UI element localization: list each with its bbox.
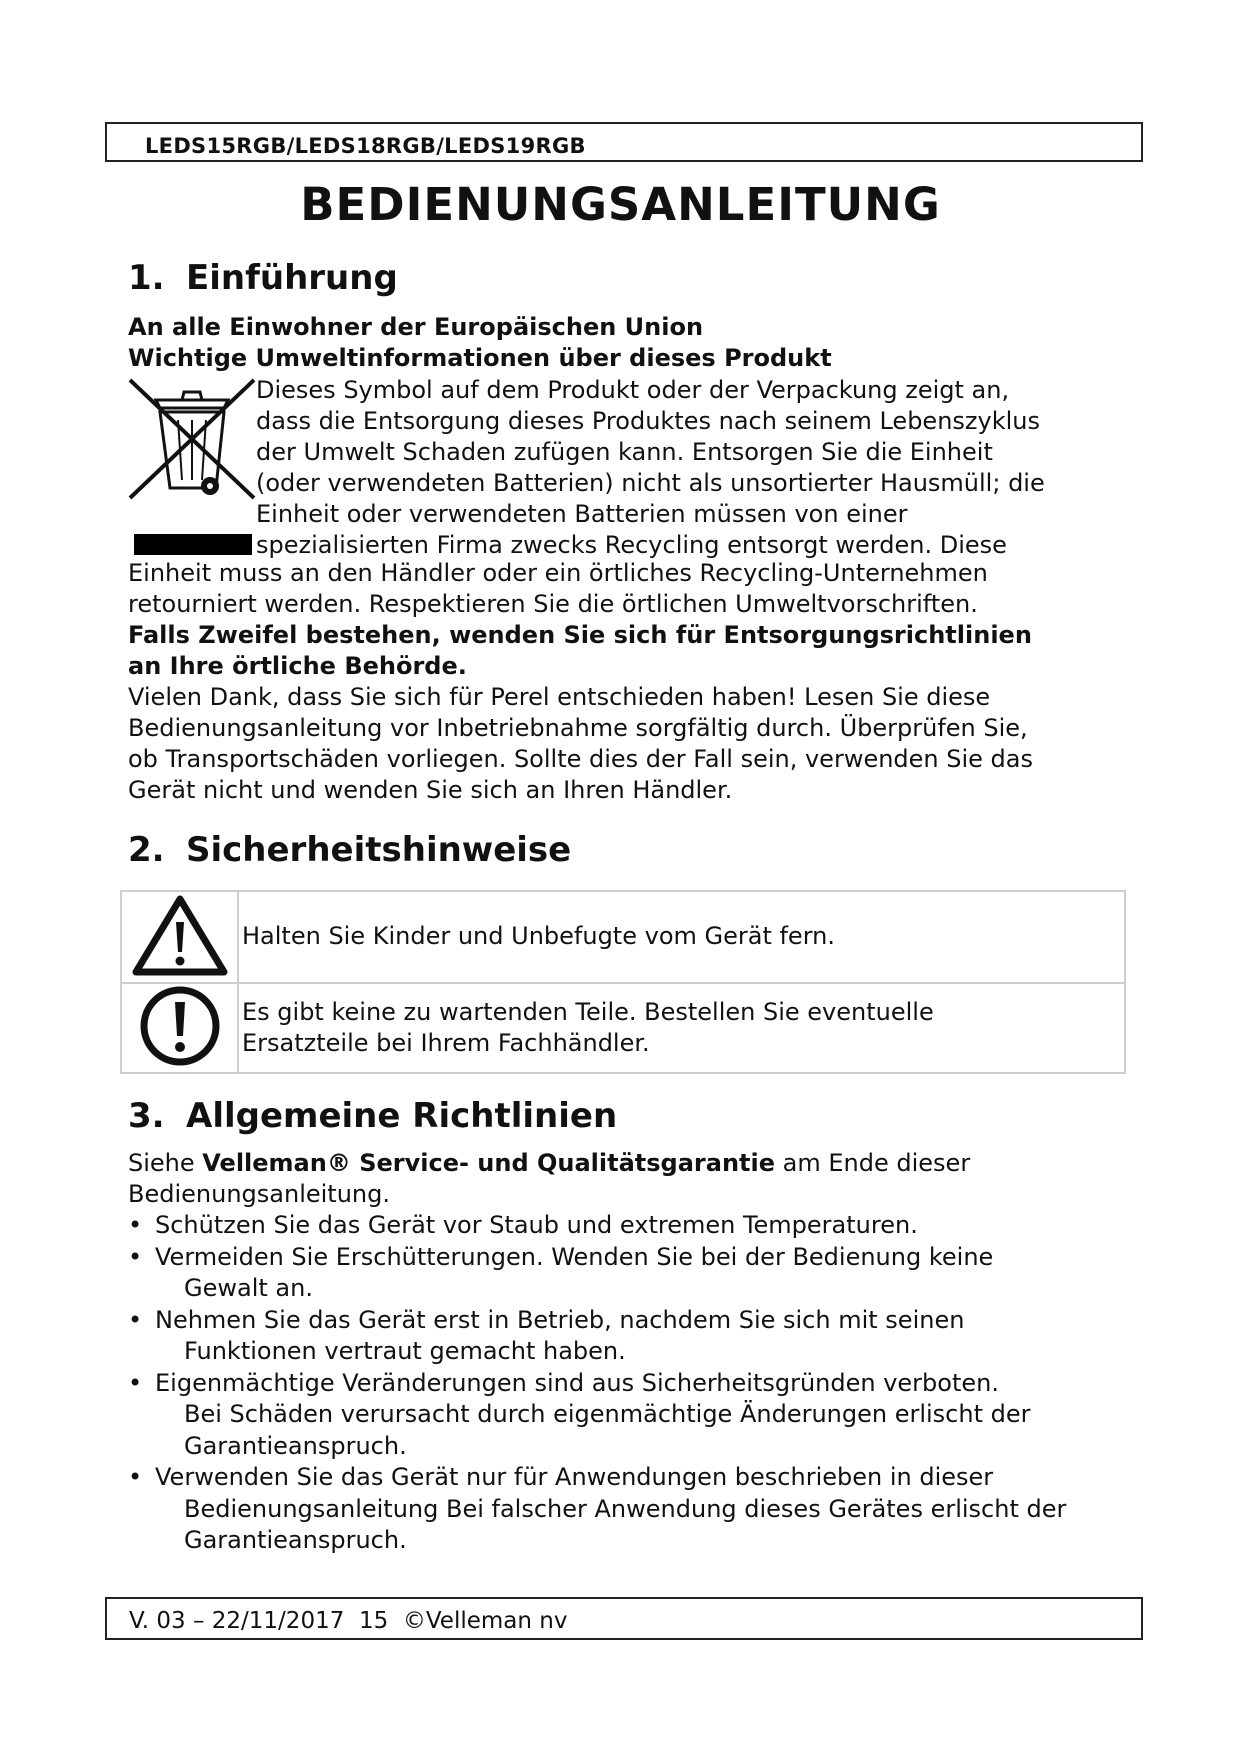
weee-text-line-2: dass die Entsorgung dieses Produktes nach seinem Lebenszyklus: [256, 407, 1040, 435]
thanks-text-line-3: ob Transportschäden vorliegen. Sollte dies der Fall sein, verwenden Sie das: [128, 745, 1034, 773]
thanks-text-line-2: Bedienungsanleitung vor Inbetriebnahme sorgfältig durch. Überprüfen Sie,: [128, 714, 1028, 742]
section-2-number: 2.: [128, 830, 165, 870]
list-item-text: Nehmen Sie das Gerät erst in Betrieb, nachdem Sie sich mit seinen: [155, 1305, 965, 1334]
list-item: [128, 1210, 1066, 1242]
list-item: [128, 1305, 1066, 1368]
list-item-text: Eigenmächtige Veränderungen sind aus Sicherheitsgründen verboten.: [155, 1368, 999, 1397]
guidelines-list: [128, 1210, 1066, 1557]
safety-table: [120, 890, 1126, 1074]
eu-residents-heading: An alle Einwohner der Europäischen Union: [128, 313, 704, 341]
bullet-icon: •: [128, 1242, 143, 1271]
list-item-text: Schützen Sie das Gerät vor Staub und extremen Temperaturen.: [155, 1211, 918, 1239]
doubt-text-line-1: Falls Zweifel bestehen, wenden Sie sich für Entsorgungsrichtlinien: [128, 621, 1032, 649]
list-item-continuation: Garantieanspruch.: [184, 1526, 407, 1554]
list-item-text: Vermeiden Sie Erschütterungen. Wenden Sie bei der Bedienung keine: [155, 1242, 994, 1271]
list-item-text: Verwenden Sie das Gerät nur für Anwendungen beschrieben in dieser: [155, 1463, 994, 1491]
safety-text-1: Halten Sie Kinder und Unbefugte vom Gerät fern.: [242, 922, 835, 951]
list-item-continuation: Bedienungsanleitung Bei falscher Anwendung dieses Gerätes erlischt der: [184, 1494, 1067, 1523]
thanks-text-line-1: Vielen Dank, dass Sie sich für Perel entschieden haben! Lesen Sie diese: [128, 683, 991, 711]
list-item: [128, 1462, 1066, 1557]
warning-triangle-icon: [132, 894, 228, 976]
weee-text-line-5: Einheit oder verwendeten Batterien müssen von einer: [256, 500, 908, 528]
footer-text: V. 03 – 22/11/2017 15 ©Velleman nv: [129, 1608, 568, 1634]
bullet-icon: •: [128, 1305, 143, 1334]
bullet-icon: •: [128, 1211, 143, 1239]
guidelines-intro-line-1: [128, 1148, 970, 1180]
section-1-title: Einführung: [186, 258, 398, 298]
section-1-number: 1.: [128, 258, 165, 298]
intro-pre: Siehe: [128, 1149, 203, 1177]
list-item-continuation: Gewalt an.: [184, 1274, 313, 1302]
list-item-continuation: Bei Schäden verursacht durch eigenmächtige Änderungen erlischt der: [184, 1400, 1031, 1428]
section-2-heading: [128, 830, 571, 870]
list-item: [128, 1242, 1066, 1305]
footer-box: [105, 1597, 1143, 1640]
safety-icon-cell: [121, 983, 238, 1073]
safety-row: [121, 983, 1125, 1073]
safety-row: [121, 891, 1125, 983]
thanks-text-line-4: Gerät nicht und wenden Sie sich an Ihren Händler.: [128, 776, 733, 804]
weee-bin-icon: [126, 378, 258, 556]
weee-text-line-8: retourniert werden. Respektieren Sie die örtlichen Umweltvorschriften.: [128, 590, 978, 618]
exclamation-circle-icon: [138, 984, 222, 1068]
section-3-number: 3.: [128, 1096, 165, 1136]
header-box: [105, 122, 1143, 162]
list-item-continuation: Funktionen vertraut gemacht haben.: [184, 1337, 626, 1365]
section-3-title: Allgemeine Richtlinien: [186, 1096, 618, 1136]
page-title: BEDIENUNGSANLEITUNG: [300, 178, 941, 231]
bullet-icon: •: [128, 1463, 143, 1491]
warranty-reference: Velleman® Service- und Qualitätsgarantie: [202, 1149, 776, 1177]
safety-text-2-line-1: Es gibt keine zu wartenden Teile. Bestellen Sie eventuelle: [242, 997, 934, 1026]
weee-text-line-6: spezialisierten Firma zwecks Recycling entsorgt werden. Diese: [256, 531, 1007, 559]
weee-text-line-7: Einheit muss an den Händler oder ein örtliches Recycling-Unternehmen: [128, 559, 988, 587]
model-header: LEDS15RGB/LEDS18RGB/LEDS19RGB: [145, 134, 586, 158]
section-1-heading: [128, 258, 398, 298]
safety-text-2-line-2: Ersatzteile bei Ihrem Fachhändler.: [242, 1029, 650, 1057]
guidelines-intro-line-2: Bedienungsanleitung.: [128, 1180, 390, 1208]
doubt-text-line-2: an Ihre örtliche Behörde.: [128, 652, 467, 680]
list-item: [128, 1368, 1066, 1463]
list-item-continuation: Garantieanspruch.: [184, 1431, 407, 1460]
bullet-icon: •: [128, 1368, 143, 1397]
env-info-heading: Wichtige Umweltinformationen über dieses Produkt: [128, 344, 832, 372]
section-2-title: Sicherheitshinweise: [186, 830, 572, 870]
safety-text-cell: [238, 891, 1125, 983]
intro-post: am Ende dieser: [775, 1149, 971, 1177]
weee-text-line-4: (oder verwendeten Batterien) nicht als unsortierter Hausmüll; die: [256, 469, 1045, 497]
safety-text-cell: [238, 983, 1125, 1073]
weee-text-line-1: Dieses Symbol auf dem Produkt oder der Verpackung zeigt an,: [256, 376, 1010, 404]
weee-text-line-3: der Umwelt Schaden zufügen kann. Entsorgen Sie die Einheit: [256, 438, 993, 466]
section-3-heading: [128, 1096, 617, 1136]
safety-icon-cell: [121, 891, 238, 983]
